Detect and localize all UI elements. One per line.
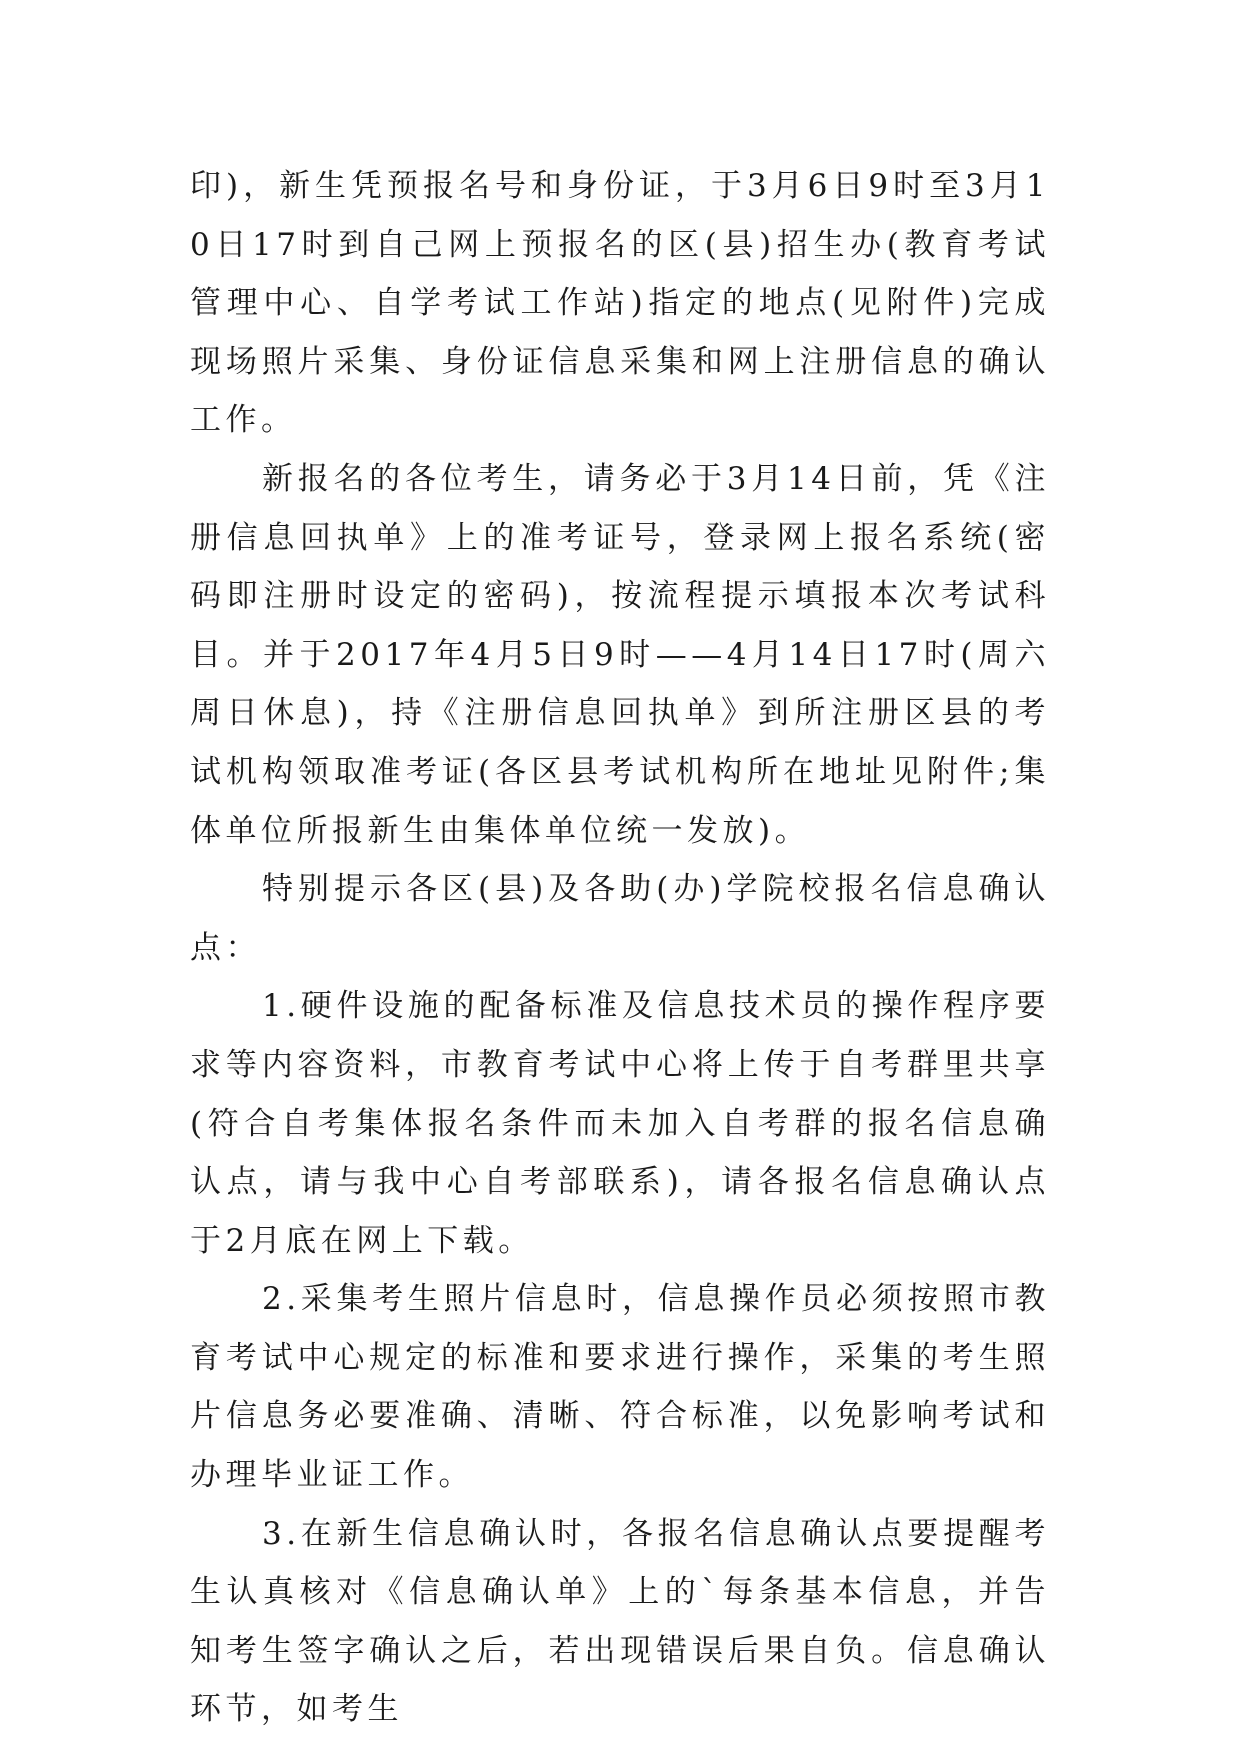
body-text [190,157,1050,1739]
paragraph-special-notice-heading: 特别提示各区(县)及各助(办)学院校报名信息确认点： [190,871,1050,966]
paragraph-item-2-photo: 2.采集考生照片信息时，信息操作员必须按照市教育考试中心规定的标准和要求进行操作，采集的考生照片信息务必要准确、清晰、符合标准，以免影响考试和办理毕业证工作。 [190,1281,1050,1494]
paragraph-exam-subject-enrollment: 新报名的各位考生，请务必于3月14日前，凭《注册信息回执单》上的准考证号，登录网上报名系统(密码即注册时设定的密码)，按流程提示填报本次考试科目。并于2017年4月5日9时——4月14日17时(周六周日休息)，持《注册信息回执单》到所注册区县的考试机构领取准考证(各区县考试机构所在地址见附件;集体单位所报新生由集体单位统一发放)。 [190,460,1050,849]
paragraph-item-1-hardware: 1.硬件设施的配备标准及信息技术员的操作程序要求等内容资料，市教育考试中心将上传于自考群里共享(符合自考集体报名条件而未加入自考群的报名信息确认点，请与我中心自考部联系)，请各报名信息确认点于2月底在网上下载。 [190,988,1050,1259]
paragraph-registration-confirmation: 印)，新生凭预报名号和身份证，于3月6日9时至3月10日17时到自己网上预报名的区(县)招生办(教育考试管理中心、自学考试工作站)指定的地点(见附件)完成现场照片采集、身份证信息采集和网上注册信息的确认工作。 [190,168,1050,439]
paragraph-item-3-verification: 3.在新生信息确认时，各报名信息确认点要提醒考生认真核对《信息确认单》上的`每条基本信息，并告知考生签字确认之后，若出现错误后果自负。信息确认环节，如考生 [190,1515,1050,1728]
